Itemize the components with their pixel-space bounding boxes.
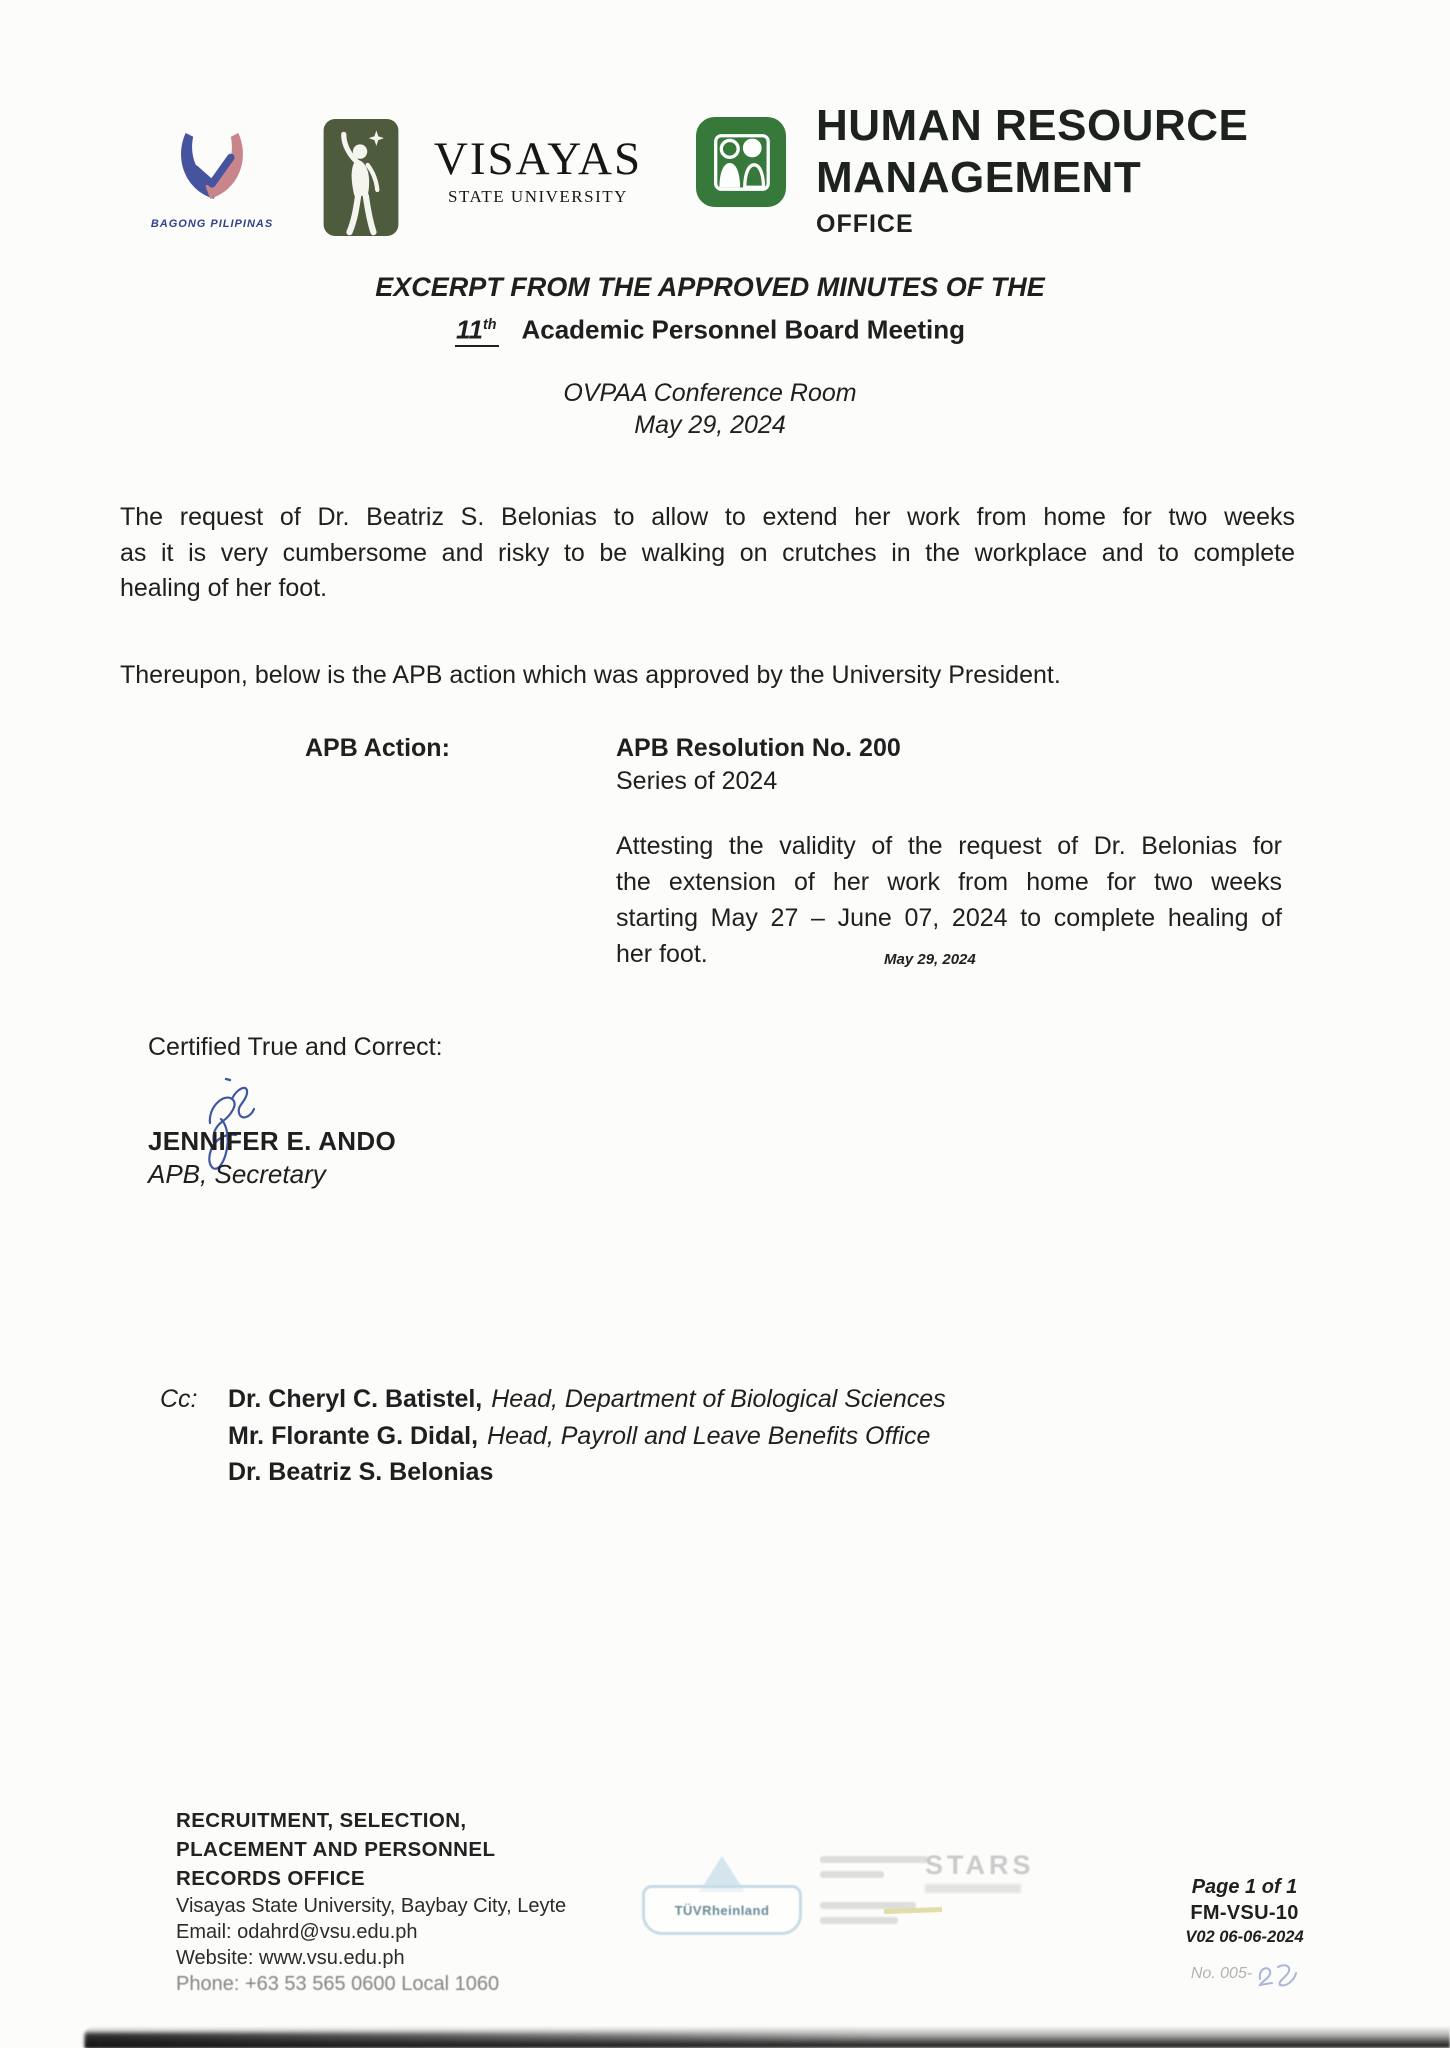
stars-watermark-subtext <box>925 1884 1021 1893</box>
stars-watermark <box>925 1850 1035 1893</box>
resolution-text-line: starting May 27 – June 07, 2024 to complete healing of <box>616 904 1282 932</box>
cc-recipient <box>228 1418 946 1455</box>
university-name: VISAYAS <box>433 133 643 185</box>
cc-recipient-role: Head, Payroll and Leave Benefits Office <box>487 1421 931 1450</box>
form-code: FM-VSU-10 <box>1190 1902 1299 1924</box>
form-version: V02 06-06-2024 <box>1185 1928 1304 1946</box>
meeting-title-line <box>130 312 1290 347</box>
control-number-row <box>1152 1961 1337 1987</box>
meeting-venue: OVPAA Conference Room <box>563 379 857 407</box>
illegible-text-bar <box>820 1871 884 1878</box>
footer-website: Website: www.vsu.edu.ph <box>176 1947 405 1969</box>
stars-watermark-text: STARS <box>925 1850 1035 1880</box>
illegible-text-bar <box>820 1917 898 1924</box>
apb-action-label: APB Action: <box>305 734 450 762</box>
resolution-text-line: Attesting the validity of the request of Dr. Belonias for <box>616 832 1282 860</box>
document-title: EXCERPT FROM THE APPROVED MINUTES OF THE <box>375 272 1045 302</box>
cc-recipient-name: Mr. Florante G. Didal, <box>228 1421 479 1450</box>
hrmo-logo <box>694 117 788 212</box>
cc-section <box>160 1381 946 1491</box>
resolution-number: APB Resolution No. 200 <box>616 734 901 762</box>
footer-office-block <box>176 1806 566 1997</box>
footer-address: Visayas State University, Baybay City, Leyte <box>176 1895 567 1917</box>
scan-edge-shadow-dark <box>85 2033 883 2048</box>
cc-recipient-role: Head, Department of Biological Sciences <box>491 1385 946 1413</box>
body-paragraph-1-line: as it is very cumbersome and risky to be walking on crutches in the workplace and to complete <box>120 538 1295 567</box>
resolution-series: Series of 2024 <box>616 767 778 795</box>
footer-office-name-line2: PLACEMENT AND PERSONNEL <box>176 1838 496 1861</box>
signatory-name: JENNIFER E. ANDO <box>148 1126 396 1156</box>
body-paragraph-2: Thereupon, below is the APB action which was approved by the University President. <box>120 661 1061 689</box>
body-paragraph-1-line: The request of Dr. Beatriz S. Belonias to allow to extend her work from home for two weeks <box>120 503 1295 531</box>
office-name-line3: OFFICE <box>816 210 914 238</box>
office-name <box>816 100 1248 239</box>
body-paragraph-1-line: healing of her foot. <box>120 574 328 602</box>
university-subtitle: STATE UNIVERSITY <box>448 187 628 206</box>
tuv-certification-stamp <box>642 1856 802 1935</box>
bagong-pilipinas-emblem-icon <box>165 118 259 212</box>
cc-recipient <box>228 1381 946 1418</box>
signatory-position: APB, Secretary <box>148 1159 326 1189</box>
footer-form-block <box>1152 1876 1337 1987</box>
office-name-line1: HUMAN RESOURCE <box>816 101 1249 150</box>
footer-email: Email: odahrd@vsu.edu.ph <box>176 1921 418 1943</box>
office-name-line2: MANAGEMENT <box>816 153 1142 202</box>
body-paragraph-1 <box>120 500 1295 607</box>
footer-office-name-line3: RECORDS OFFICE <box>176 1867 365 1890</box>
resolution-date: May 29, 2024 <box>884 951 976 968</box>
certify-label: Certified True and Correct: <box>148 1033 443 1061</box>
handwritten-number <box>1256 1961 1298 1987</box>
resolution-text-line: the extension of her work from home for two weeks <box>616 868 1282 896</box>
meeting-date: May 29, 2024 <box>634 411 786 439</box>
cc-recipient <box>228 1454 946 1491</box>
footer-phone: Phone: +63 53 565 0600 Local 1060 <box>176 1973 500 1995</box>
bagong-pilipinas-caption: BAGONG PILIPINAS <box>150 218 274 230</box>
meeting-number <box>455 312 500 347</box>
footer-office-name-line1: RECRUITMENT, SELECTION, <box>176 1809 467 1832</box>
bagong-pilipinas-logo <box>150 118 274 230</box>
meeting-title: Academic Personnel Board Meeting <box>521 314 966 345</box>
meeting-number-ordinal: th <box>482 317 497 333</box>
tuv-stamp-label: TÜVRheinland <box>642 1885 802 1935</box>
cc-label: Cc: <box>160 1385 198 1413</box>
hrmo-people-icon <box>694 117 788 207</box>
control-number: No. 005- <box>1190 1965 1253 1982</box>
cc-recipient-name: Dr. Beatriz S. Belonias <box>228 1458 494 1486</box>
meeting-number-value: 11 <box>455 314 483 345</box>
page-number: Page 1 of 1 <box>1191 1876 1298 1898</box>
illegible-text-bar <box>820 1856 928 1863</box>
vsu-figure-icon <box>311 119 411 236</box>
cc-recipient-name: Dr. Cheryl C. Batistel, <box>228 1385 483 1413</box>
cc-list <box>228 1381 946 1491</box>
vsu-wordmark <box>420 134 656 207</box>
resolution-text-line: her foot. <box>616 940 708 968</box>
vsu-seal-logo <box>311 119 411 241</box>
